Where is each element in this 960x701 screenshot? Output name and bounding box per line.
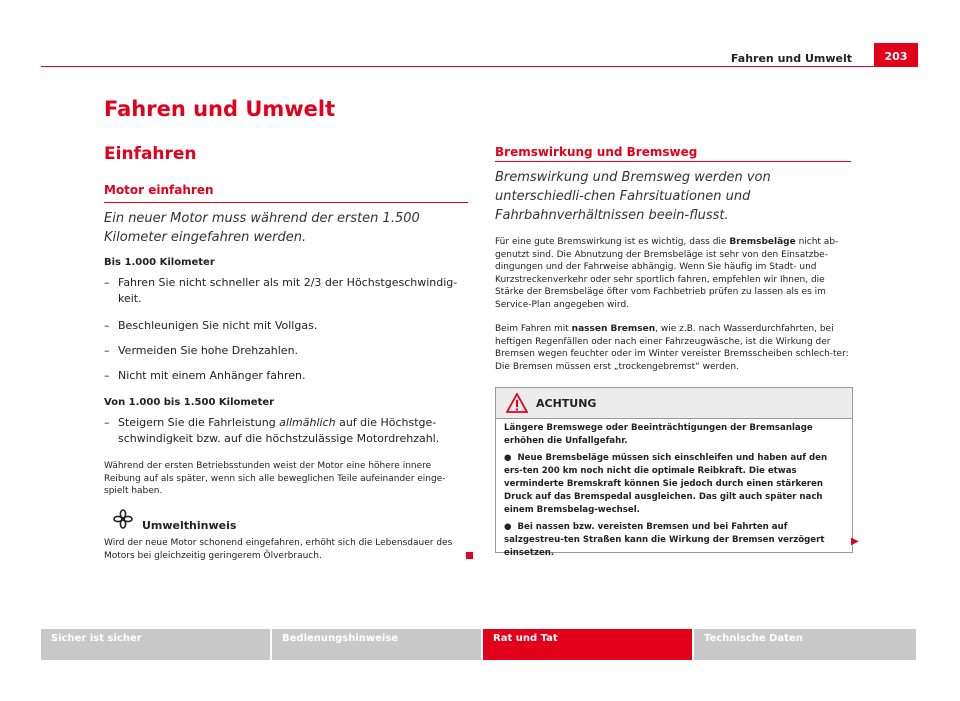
- tab-bedienungshinweise[interactable]: Bedienungshinweise: [272, 629, 481, 660]
- footer-tabs: [41, 629, 918, 660]
- continue-arrow-icon: ▶: [851, 536, 859, 547]
- page-number: 203: [874, 43, 918, 67]
- list-item: – Beschleunigen Sie nicht mit Vollgas.: [104, 319, 318, 332]
- env-note-title: Umwelthinweis: [142, 519, 237, 532]
- env-note-text: Wird der neue Motor schonend eingefahren, erhöht sich die Lebensdauer des Motors bei gleichzeitig geringerem Ölverbrauch.: [104, 538, 453, 561]
- warning-intro: Längere Bremswege oder Beeinträchtigungen der Bremsanlage erhöhen die Unfallgefahr.: [504, 423, 813, 446]
- subsection-title-motor: Motor einfahren: [104, 183, 214, 197]
- warning-title: ACHTUNG: [536, 397, 597, 410]
- running-header-title: Fahren und Umwelt: [730, 52, 852, 65]
- list-item: – Fahren Sie nicht schneller als mit 2/3 der Höchstgeschwindig-keit.: [104, 276, 458, 305]
- warning-item: ● Bei nassen bzw. vereisten Bremsen und bei Fahrten auf salzgestreu-ten Straßen kann die Wirkung der Bremsen verzögert einsetzen.: [504, 522, 825, 558]
- warning-icon: [506, 393, 528, 413]
- tab-technische-daten[interactable]: Technische Daten: [694, 629, 916, 660]
- list-item: – Vermeiden Sie hohe Drehzahlen.: [104, 344, 299, 357]
- tab-sicher-ist-sicher[interactable]: Sicher ist sicher: [41, 629, 270, 660]
- lead-text-brakes: Bremswirkung und Bremsweg werden von unterschiedli-chen Fahrsituationen und Fahrbahnverhältnissen beein-flusst.: [495, 170, 771, 223]
- paragraph-brake-pads: Für eine gute Bremswirkung ist es wichtig, dass die Bremsbeläge nicht ab-genutzt sind. Die Abnutzung der Bremsbeläge ist sehr von den Einsatzbe-dingungen und der Fahrweise abhängig. Wenn Sie häufig im Stadt- und Kurzstreckenverkehr oder sehr sportlich fahren, empfehlen wir Ihnen, die Stärke der Bremsbeläge öfter vom Fachbetrieb prüfen zu lassen als es im Service-Plan angegeben wird.: [495, 237, 839, 310]
- page-title: Fahren und Umwelt: [104, 97, 336, 121]
- list-item: – Nicht mit einem Anhänger fahren.: [104, 369, 306, 382]
- header-rule: [41, 66, 918, 67]
- list-item: – Steigern Sie die Fahrleistung allmählich auf die Höchstge-schwindigkeit bzw. auf die höchstzulässige Motordrehzahl.: [104, 416, 440, 445]
- warning-header: [496, 388, 852, 419]
- subsection-rule: [104, 202, 468, 203]
- paragraph-wet-brakes: Beim Fahren mit nassen Bremsen, wie z.B. nach Wasserdurchfahrten, bei heftigen Regenfällen oder nach einer Fahrzeugwäsche, ist die Wirkung der Bremsen wegen feuchter oder im Winter vereister Bremsscheiben schlech-ter: Die Bremsen müssen erst „trockengebremst“ werden.: [495, 324, 849, 372]
- subsection-title-brakes: Bremswirkung und Bremsweg: [495, 145, 698, 159]
- lead-text: Ein neuer Motor muss während der ersten 1.500 Kilometer eingefahren werden.: [104, 211, 420, 245]
- subsection-rule: [495, 161, 851, 162]
- flower-icon: [113, 509, 133, 529]
- section-end-marker: [466, 552, 473, 559]
- paragraph-friction: Während der ersten Betriebsstunden weist der Motor eine höhere innere Reibung auf als später, wenn sich alle beweglichen Teile aufeinander einge-spielt haben.: [104, 461, 446, 496]
- warning-box: [495, 387, 853, 558]
- group-title-2: Von 1.000 bis 1.500 Kilometer: [104, 397, 275, 408]
- warning-body: [504, 422, 842, 564]
- section-title: Einfahren: [104, 144, 197, 164]
- group-title-1: Bis 1.000 Kilometer: [104, 257, 215, 268]
- warning-item: ● Neue Bremsbeläge müssen sich einschleifen und haben auf den ers-ten 200 km noch nicht die optimale Reibkraft. Die etwas verminderte Bremskraft können Sie jedoch durch einen stärkeren Druck auf das Bremspedal ausgleichen. Das gilt auch später nach einem Bremsbelag-wechsel.: [504, 453, 828, 515]
- tab-rat-und-tat[interactable]: Rat und Tat: [483, 629, 692, 660]
